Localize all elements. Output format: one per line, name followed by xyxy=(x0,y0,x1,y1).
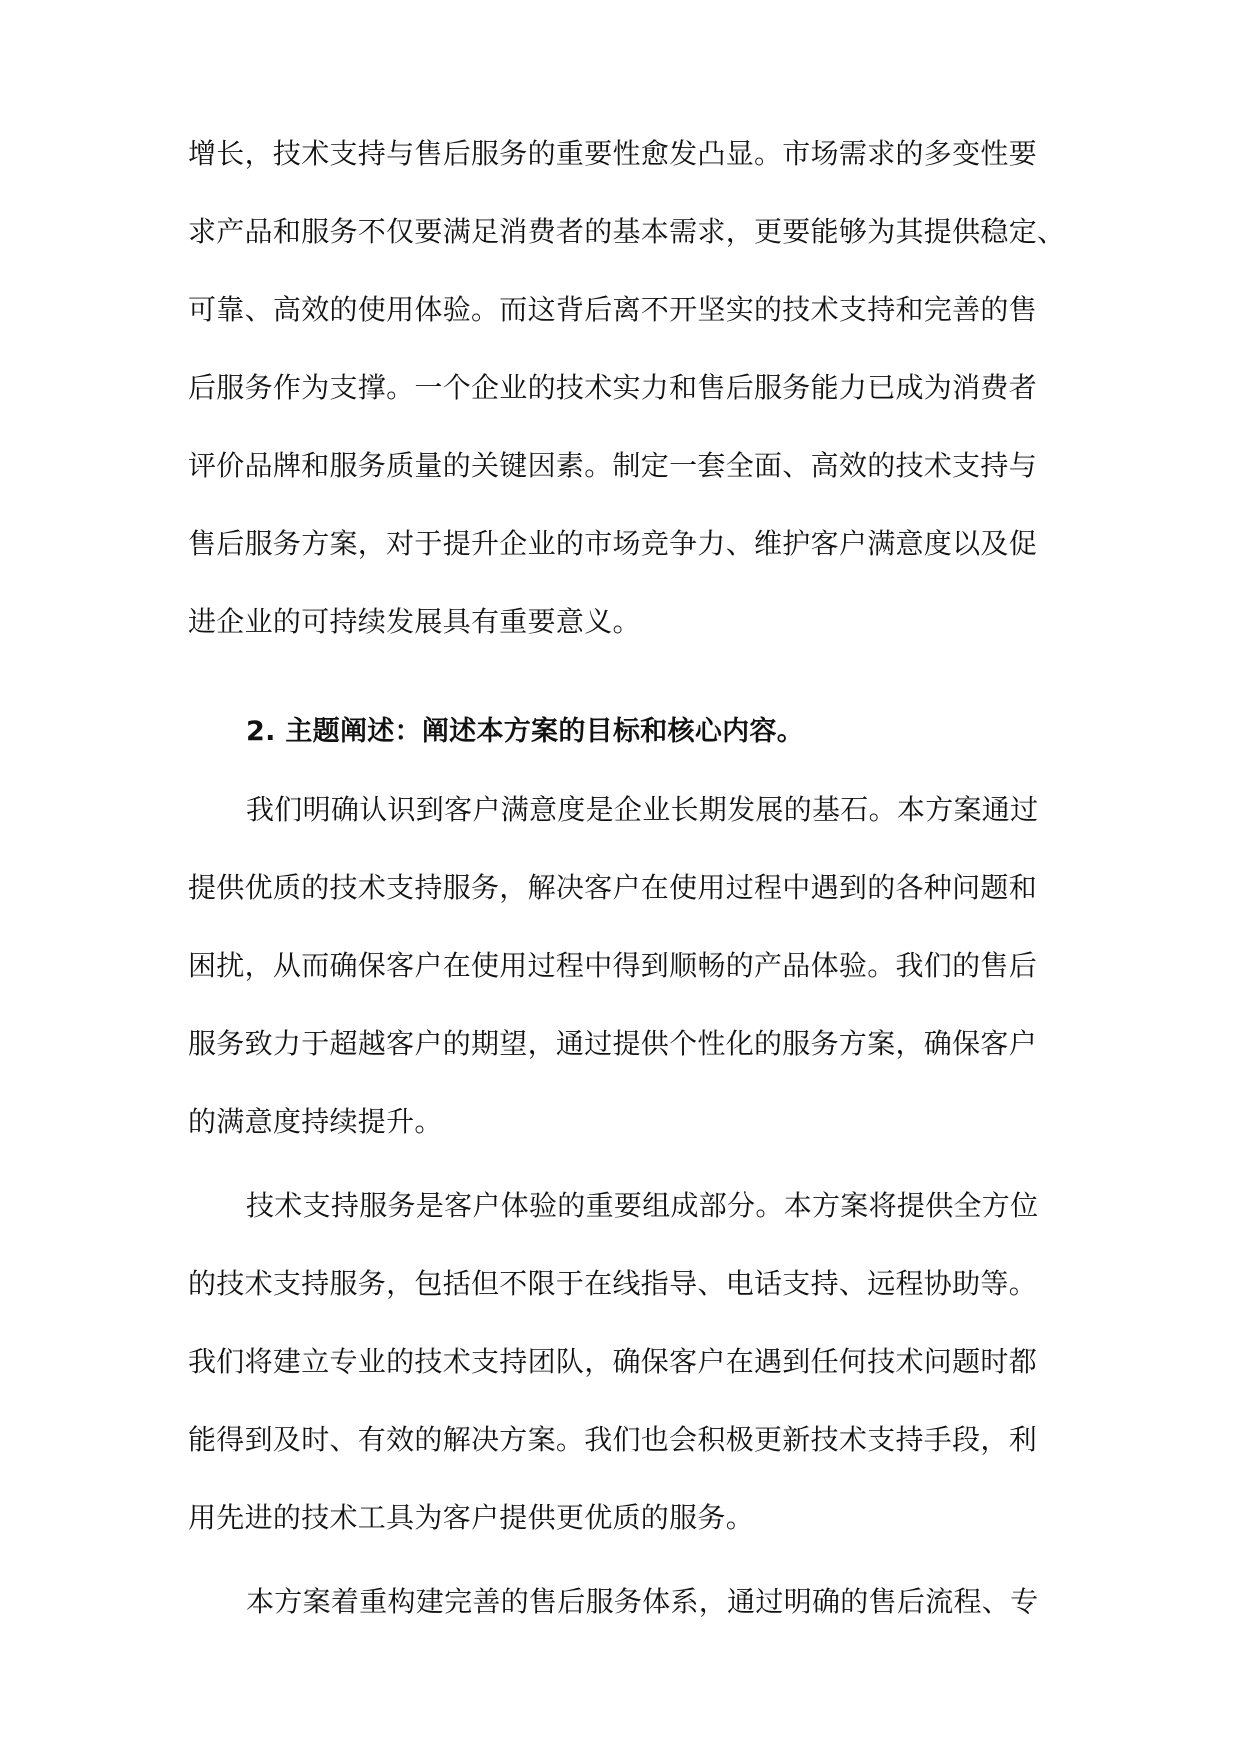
paragraph-intro-line-6: 售后服务方案，对于提升企业的市场竞争力、维护客户满意度以及促 xyxy=(188,527,1038,560)
paragraph-intro-line-3: 可靠、高效的使用体验。而这背后离不开坚实的技术支持和完善的售 xyxy=(188,293,1038,326)
paragraph-goal-line-4: 服务致力于超越客户的期望，通过提供个性化的服务方案，确保客户 xyxy=(188,1027,1038,1060)
paragraph-aftersales-line-1: 本方案着重构建完善的售后服务体系，通过明确的售后流程、专 xyxy=(246,1585,1039,1618)
paragraph-support-line-2: 的技术支持服务，包括但不限于在线指导、电话支持、远程协助等。 xyxy=(188,1267,1038,1300)
paragraph-support-line-1: 技术支持服务是客户体验的重要组成部分。本方案将提供全方位 xyxy=(246,1189,1039,1222)
paragraph-intro-line-4: 后服务作为支撑。一个企业的技术实力和售后服务能力已成为消费者 xyxy=(188,371,1038,404)
paragraph-goal-line-3: 困扰，从而确保客户在使用过程中得到顺畅的产品体验。我们的售后 xyxy=(188,949,1038,982)
paragraph-intro-line-5: 评价品牌和服务质量的关键因素。制定一套全面、高效的技术支持与 xyxy=(188,449,1038,482)
paragraph-goal-line-2: 提供优质的技术支持服务，解决客户在使用过程中遇到的各种问题和 xyxy=(188,871,1038,904)
paragraph-goal-line-5: 的满意度持续提升。 xyxy=(188,1105,443,1138)
paragraph-intro-line-1: 增长，技术支持与售后服务的重要性愈发凸显。市场需求的多变性要 xyxy=(188,137,1038,170)
paragraph-support-line-3: 我们将建立专业的技术支持团队，确保客户在遇到任何技术问题时都 xyxy=(188,1345,1038,1378)
paragraph-intro-line-2: 求产品和服务不仅要满足消费者的基本需求，更要能够为其提供稳定、 xyxy=(188,215,1066,248)
paragraph-intro-line-7: 进企业的可持续发展具有重要意义。 xyxy=(188,605,641,638)
section-heading: 2. 主题阐述：阐述本方案的目标和核心内容。 xyxy=(246,716,805,747)
paragraph-goal-line-1: 我们明确认识到客户满意度是企业长期发展的基石。本方案通过 xyxy=(246,793,1039,826)
paragraph-support-line-4: 能得到及时、有效的解决方案。我们也会积极更新技术支持手段，利 xyxy=(188,1423,1038,1456)
paragraph-support-line-5: 用先进的技术工具为客户提供更优质的服务。 xyxy=(188,1501,755,1534)
